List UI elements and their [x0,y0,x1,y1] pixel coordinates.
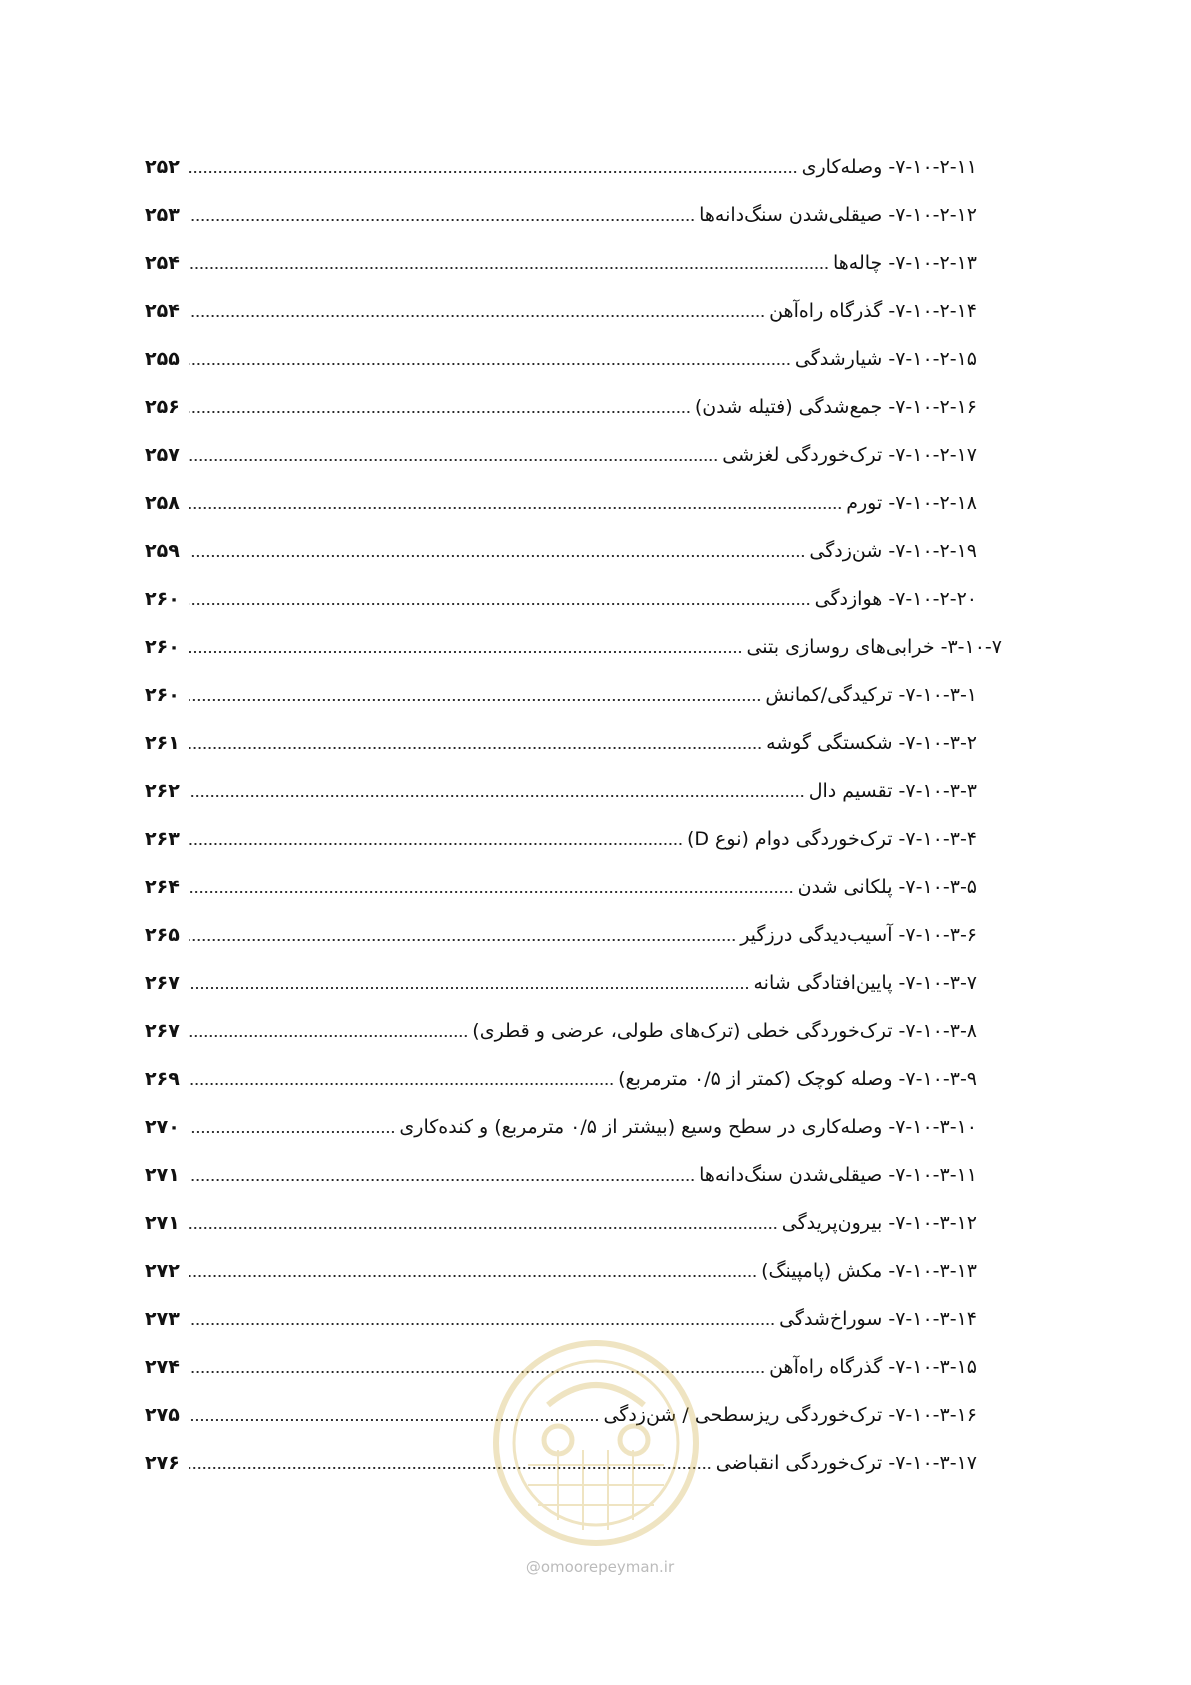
dot-leader [189,1083,614,1085]
toc-entry[interactable] [145,911,977,959]
dot-leader [189,843,683,845]
toc-entry[interactable] [145,479,977,527]
toc-entry-page: ۲۷۳ [145,1308,180,1330]
toc-entry-title: ۷-۱۰-۳-۱۵- گذرگاه راه‌آهن [769,1356,977,1378]
dot-leader [189,987,749,989]
toc-entry-page: ۲۷۵ [145,1404,180,1426]
toc-entry[interactable] [145,1199,977,1247]
toc-entry-title: ۷-۱۰-۳-۱۷- ترک‌خوردگی انقباضی [715,1452,977,1474]
toc-entry[interactable] [145,1247,977,1295]
dot-leader [189,795,805,797]
toc-entry-title: ۷-۱۰-۳-۱- ترکیدگی/کمانش [765,684,977,706]
dot-leader [189,555,805,557]
toc-entry[interactable] [145,335,977,383]
toc-entry-title: ۷-۱۰-۳-۱۳- مکش (پامپینگ) [761,1260,977,1282]
dot-leader [189,939,736,941]
toc-entry-page: ۲۷۲ [145,1260,180,1282]
toc-entry-title: ۷-۱۰-۲-۱۲- صیقلی‌شدن سنگ‌دانه‌ها [699,204,977,226]
toc-entry-title: ۷-۱۰-۳-۴- ترک‌خوردگی دوام (نوع D) [686,828,977,850]
toc-entry-title: ۷-۱۰-۳-۱۲- بیرون‌پریدگی [781,1212,977,1234]
toc-entry-title: ۷-۱۰-۲-۲۰- هوازدگی [814,588,977,610]
toc-entry-title: ۷-۱۰-۲-۱۶- جمع‌شدگی (فتیله شدن) [694,396,977,418]
dot-leader [189,891,794,893]
toc-entry-title: ۷-۱۰-۳-۵- پلکانی شدن [797,876,977,898]
dot-leader [189,459,718,461]
toc-entry-title: ۷-۱۰-۳-۷- پایین‌افتادگی شانه [753,972,977,994]
dot-leader [189,507,842,509]
toc-entry[interactable] [145,287,977,335]
toc-entry[interactable] [145,623,1002,671]
toc-entry[interactable] [145,575,977,623]
toc-entry[interactable] [145,239,977,287]
toc-entry-page: ۲۵۹ [145,540,180,562]
dot-leader [189,699,761,701]
dot-leader [189,1323,775,1325]
omoorepeyman-seal-icon [488,1335,704,1551]
toc-entry[interactable] [145,191,977,239]
toc-entry-page: ۲۷۱ [145,1164,180,1186]
toc-entry[interactable] [145,1055,977,1103]
toc-entry-page: ۲۵۳ [145,204,180,226]
toc-entry-title: ۷-۱۰-۳-۱۶- ترک‌خوردگی ریزسطحی / شن‌زدگی [603,1404,977,1426]
dot-leader [189,315,765,317]
dot-leader [189,1035,468,1037]
toc-entry-title: ۷-۱۰-۲-۱۷- ترک‌خوردگی لغزشی [722,444,977,466]
dot-leader [189,363,791,365]
toc-entry-page: ۲۶۰ [145,588,180,610]
toc-entry-page: ۲۵۷ [145,444,180,466]
dot-leader [189,219,695,221]
toc-entry-title: ۷-۱۰-۳-۸- ترک‌خوردگی خطی (ترک‌های طولی، عرضی و قطری) [472,1020,977,1042]
toc-entry[interactable] [145,1007,977,1055]
toc-entry-title: ۷-۱۰-۲-۱۹- شن‌زدگی [809,540,977,562]
dot-leader [189,1131,395,1133]
toc-entry-page: ۲۷۱ [145,1212,180,1234]
toc-entry[interactable] [145,815,977,863]
toc-entry[interactable] [145,671,977,719]
toc-entry[interactable] [145,719,977,767]
toc-entry-title: ۷-۱۰-۳-۶- آسیب‌دیدگی درزگیر [740,924,977,946]
toc-entry-page: ۲۶۷ [145,1020,180,1042]
toc-entry-page: ۲۵۲ [145,156,180,178]
toc-entry[interactable] [145,767,977,815]
toc-entry[interactable] [145,863,977,911]
toc-entry-title: ۷-۱۰-۳-۳- تقسیم دال [808,780,977,802]
toc-entry-title: ۷-۱۰-۲-۱۱- وصله‌کاری [801,156,977,178]
toc-entry-page: ۲۶۲ [145,780,180,802]
toc-entry-page: ۲۶۰ [145,636,180,658]
toc-entry[interactable] [145,431,977,479]
toc-entry-title: ۷-۱۰-۳-۹- وصله کوچک (کمتر از ۰/۵ مترمربع) [618,1068,977,1090]
dot-leader [189,747,762,749]
toc-entry-page: ۲۶۰ [145,684,180,706]
dot-leader [189,651,742,653]
toc-entry[interactable] [145,1103,977,1151]
toc-entry-page: ۲۷۴ [145,1356,180,1378]
dot-leader [189,171,798,173]
dot-leader [189,1227,778,1229]
toc-entry-title: ۷-۱۰-۳-۱۰- وصله‌کاری در سطح وسیع (بیشتر از ۰/۵ مترمربع) و کنده‌کاری [399,1116,977,1138]
toc-entry[interactable] [145,959,977,1007]
toc-entry-title: ۷-۱۰-۳-۱۱- صیقلی‌شدن سنگ‌دانه‌ها [699,1164,977,1186]
toc-entry-page: ۲۵۴ [145,300,180,322]
table-of-contents [145,143,1002,1487]
toc-entry-page: ۲۷۰ [145,1116,180,1138]
dot-leader [189,1275,757,1277]
toc-entry-page: ۲۵۶ [145,396,180,418]
toc-entry[interactable] [145,527,977,575]
toc-entry-title: ۷-۱۰-۳-۱۴- سوراخ‌شدگی [779,1308,977,1330]
toc-entry[interactable] [145,143,977,191]
toc-entry-page: ۲۶۷ [145,972,180,994]
toc-entry-title: ۷-۱۰-۲-۱۴- گذرگاه راه‌آهن [769,300,977,322]
toc-entry-title: ۷-۱۰-۲-۱۳- چاله‌ها [832,252,977,274]
toc-entry-page: ۲۵۸ [145,492,180,514]
toc-entry-title: ۷-۱۰-۳-۲- شکستگی گوشه [766,732,977,754]
toc-entry-page: ۲۵۵ [145,348,180,370]
toc-entry-page: ۲۶۳ [145,828,180,850]
toc-entry-page: ۲۶۱ [145,732,180,754]
toc-entry-page: ۲۶۵ [145,924,180,946]
toc-entry-page: ۲۶۹ [145,1068,180,1090]
toc-entry[interactable] [145,383,977,431]
dot-leader [189,411,691,413]
dot-leader [189,603,811,605]
toc-entry-title: ۷-۱۰-۲-۱۵- شیارشدگی [794,348,977,370]
watermark-site: @omoorepeyman.ir [525,1558,675,1576]
toc-entry-page: ۲۶۴ [145,876,180,898]
toc-entry-page: ۲۷۶ [145,1452,180,1474]
toc-entry[interactable] [145,1151,977,1199]
dot-leader [189,267,829,269]
toc-entry-title: ۷-۱۰-۲-۱۸- تورم [846,492,977,514]
toc-entry-page: ۲۵۴ [145,252,180,274]
toc-entry-title: ۳-۱۰-۷- خرابی‌های روسازی بتنی [746,636,1002,658]
dot-leader [189,1179,695,1181]
